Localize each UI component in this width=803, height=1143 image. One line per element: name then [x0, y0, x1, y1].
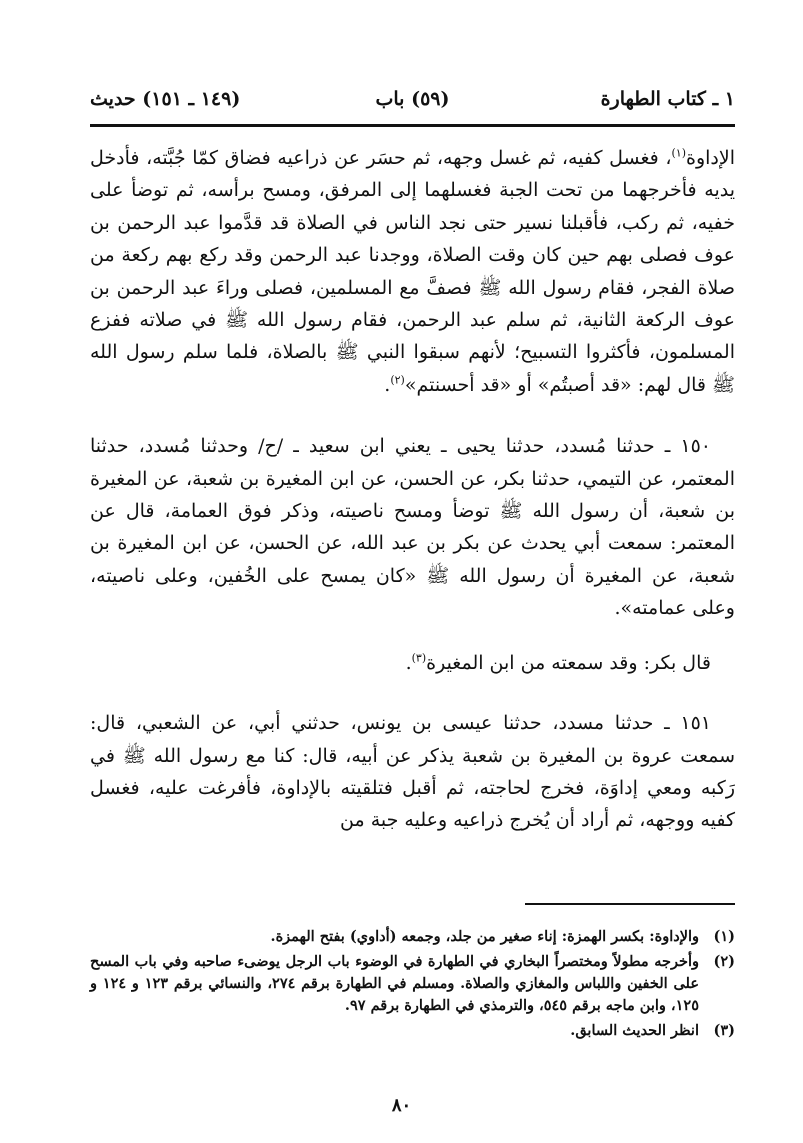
- header-hadith-range: (١٤٩ ـ ١٥١) حديث: [90, 88, 241, 110]
- footnote-number: (١): [713, 928, 735, 945]
- page-number: ٨٠: [391, 1095, 412, 1116]
- footnote-number: (٣): [713, 1022, 735, 1039]
- footnote-ref-2[interactable]: (٢): [390, 373, 405, 387]
- footnote-ref-3[interactable]: (٣): [411, 651, 427, 665]
- paragraph-bakr-note: قال بكر: وقد سمعته من ابن المغيرة$^{(٣)}$.: [405, 651, 711, 674]
- footnote-2: [90, 951, 735, 1017]
- footnote-1: [90, 926, 735, 948]
- header-chapter: (٥٩) باب: [375, 88, 450, 110]
- footnote-text: وأخرجه مطولاً ومختصراً البخاري في الطهارة في الوضوء باب الرجل يوضىء صاحبه وفي باب المسح على الخفين واللباس والمغازي والصلاة. ومسلم في الطهارة برقم ٢٧٤، والنسائي برقم ١٢٣ و ١٢٤ و ١٢٥، وابن ماجه برقم ٥٤٥، والترمذي في الطهارة برقم ٩٧.: [90, 953, 699, 1014]
- footnote-text: انظر الحديث السابق.: [570, 1022, 699, 1039]
- running-header: [90, 88, 735, 122]
- footnote-number: (٢): [713, 953, 735, 970]
- header-rule: [90, 124, 735, 127]
- paragraph-hadith-150: ١٥٠ ـ حدثنا مُسدد، حدثنا يحيى ـ يعني ابن سعيد ـ /ح/ وحدثنا مُسدد، حدثنا المعتمر، عن التيمي، حدثنا بكر، عن الحسن، عن ابن المغيرة بن شعبة، عن المغيرة بن شعبة، أن رسول الله ﷺ توضأ ومسح ناصيته، وذكر فوق العمامة، قال عن المعتمر: سمعت أبي يحدث عن بكر بن عبد الله، عن الحسن، عن ابن المغيرة بن شعبة، عن المغيرة أن رسول الله ﷺ «كان يمسح على الخُفين، وعلى ناصيته، وعلى عمامته».: [90, 435, 735, 620]
- footnotes: [90, 926, 735, 1045]
- footnote-ref-1[interactable]: (١): [671, 146, 687, 160]
- header-book-title: ١ ـ كتاب الطهارة: [600, 88, 735, 110]
- footnote-rule: [525, 903, 735, 905]
- main-text: [90, 142, 735, 837]
- paragraph-hadith-151: ١٥١ ـ حدثنا مسدد، حدثنا عيسى بن يونس، حدثني أبي، عن الشعبي، قال: سمعت عروة بن المغيرة بن شعبة يذكر عن أبيه، قال: كنا مع رسول الله ﷺ في رَكبه ومعي إداوَة، فخرج لحاجته، ثم أقبل فتلقيته بالإداوة، فأفرغت عليه، فغسل كفيه ووجهه، ثم أراد أن يُخرج ذراعيه وعليه جبة من: [90, 712, 735, 832]
- footnote-3: [90, 1020, 735, 1042]
- footnote-text: والإداوة: بكسر الهمزة: إناء صغير من جلد، وجمعه (أداوي) بفتح الهمزة.: [270, 928, 699, 945]
- paragraph-continuation: الإداوة$^{(١)}$، فغسل كفيه، ثم غسل وجهه، ثم حسَر عن ذراعيه فضاق كمّا جُبَّته، فأدخل يديه فأخرجهما من تحت الجبة فغسلهما إلى المرفق، ومسح برأسه، ثم توضأ على خفيه، ثم ركب، فأقبلنا نسير حتى نجد الناس في الصلاة قد قدَّموا عبد الرحمن بن عوف فصلى بهم حين كان وقت الصلاة، ووجدنا عبد الرحمن وقد ركع بهم ركعة من صلاة الفجر، فقام رسول الله ﷺ فصفَّ مع المسلمين، فصلى وراءَ عبد الرحمن بن عوف الركعة الثانية، ثم سلم عبد الرحمن، فقام رسول الله ﷺ في صلاته ففزع المسلمون، فأكثروا التسبيح؛ لأنهم سبقوا النبي ﷺ بالصلاة، فلما سلم رسول الله ﷺ قال لهم: «قد أصبتُم» أو «قد أحسنتم»$^{(٢)}$.: [90, 146, 735, 396]
